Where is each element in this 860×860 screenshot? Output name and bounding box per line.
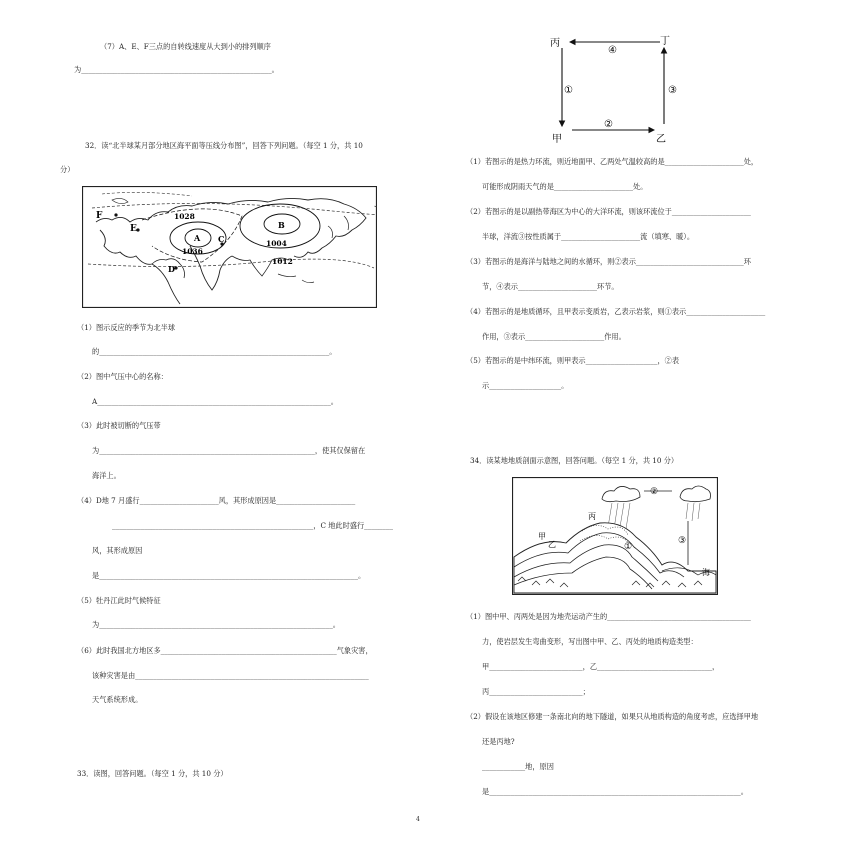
q7-line2: 为_____________________________________________________。 bbox=[74, 65, 279, 74]
q32-s2-a: （2）图中气压中心的名称： bbox=[77, 372, 168, 381]
map-label-a: A bbox=[194, 233, 201, 243]
q32-s6-b: 该种灾害是由_________________________________________________________________ bbox=[92, 671, 369, 680]
diagram-label-3: ③ bbox=[668, 85, 677, 96]
q32-s1-b: 的________________________________________________________________。 bbox=[92, 347, 337, 356]
q32-s5-a: （5）牡丹江此时气候特征 bbox=[77, 596, 161, 605]
geo-label-1: ① bbox=[624, 542, 633, 552]
geo-label-3: ③ bbox=[678, 536, 687, 546]
geological-cross-section bbox=[512, 477, 718, 595]
page-number: 4 bbox=[416, 816, 420, 823]
map-label-c: C bbox=[218, 234, 225, 244]
q32-s6-a: （6）此时我国北方地区多_________________________________________________气象灾害， bbox=[77, 646, 373, 655]
q32-s2-b: A_________________________________________________________________。 bbox=[92, 397, 338, 406]
diagram-label-ding: 丁 bbox=[660, 36, 670, 47]
q33-d4-a: （4）若图示的是地质循环，且甲表示变质岩，乙表示岩浆，则①表示______________________ bbox=[466, 307, 766, 316]
q34-g2-a: （2）假设在该地区修建一条南北向的地下隧道，如果只从地质构造的角度考虑，应选择甲地 bbox=[466, 712, 759, 721]
q33-d3-a: （3）若图示的是海洋与陆地之间的水循环，则②表示______________________________环 bbox=[466, 257, 751, 266]
diagram-label-yi: 乙 bbox=[656, 134, 666, 145]
q34-g1-a: （1）图中甲、丙两处是因为地壳运动产生的________________________________________ bbox=[466, 612, 751, 621]
map-label-e: E bbox=[130, 224, 137, 234]
geo-label-2: ② bbox=[650, 487, 659, 497]
isobar-1036: 1036 bbox=[182, 247, 203, 256]
geo-label-jia: 甲 bbox=[538, 532, 546, 541]
q32-s6-c: 天气系统形成。 bbox=[92, 695, 143, 704]
q32-s4-d: 是________________________________________________________________________。 bbox=[92, 571, 366, 580]
q33-title: 33．读图，回答问题。（每空 1 分，共 10 分） bbox=[77, 769, 228, 778]
q32-s3-a: （3）此时被切断的气压带 bbox=[77, 421, 161, 430]
q34-g1-d: 丙__________________________； bbox=[482, 687, 590, 696]
q34-title: 34．读某地地质剖面示意图，回答问题。（每空 1 分，共 10 分） bbox=[470, 456, 679, 465]
q32-s5-b: 为_________________________________________________________________。 bbox=[92, 620, 340, 629]
q32-s4-b: ________________________________________________________，C 地此时盛行________ bbox=[112, 521, 393, 530]
q33-d4-b: 作用，③表示______________________作用。 bbox=[482, 332, 626, 341]
q32-s4-a: （4）D地 7 月盛行______________________风，其形成原因是______________________ bbox=[77, 496, 356, 505]
diagram-label-jia: 甲 bbox=[552, 134, 562, 145]
map-label-f: F bbox=[96, 211, 103, 221]
q32-s1-a: （1）图示反应的季节为北半球 bbox=[77, 323, 176, 332]
isobar-1004: 1004 bbox=[266, 239, 287, 248]
isobar-1012: 1012 bbox=[272, 257, 293, 266]
q32-s3-c: 海洋上。 bbox=[92, 471, 121, 480]
q33-d5-a: （5）若图示的是中纬环流，则甲表示____________________，②表 bbox=[466, 356, 680, 365]
q33-d3-b: 节，④表示______________________环节。 bbox=[482, 282, 619, 291]
map-label-b: B bbox=[278, 220, 285, 230]
diagram-label-4: ④ bbox=[608, 45, 617, 56]
circulation-diagram bbox=[548, 30, 688, 148]
q34-g2-d: 是______________________________________________________________________。 bbox=[482, 787, 748, 796]
q32-title-cont: 分） bbox=[60, 165, 75, 174]
q34-g1-b: 力，使岩层发生弯曲变形，写出图中甲、乙、丙处的地质构造类型： bbox=[482, 637, 698, 646]
q34-g2-c: ____________地，原因 bbox=[482, 762, 554, 771]
q34-g2-b: 还是丙地? bbox=[482, 737, 515, 746]
q33-d1-a: （1）若图示的是热力环流，则近地面甲、乙两处气温较高的是______________________处， bbox=[466, 157, 759, 166]
geo-label-sea: 海 bbox=[702, 568, 710, 577]
diagram-label-2: ② bbox=[604, 119, 613, 130]
sea-level-pressure-map bbox=[82, 186, 377, 308]
q32-s4-c: 风，其形成原因 bbox=[92, 546, 143, 555]
q32-s3-b: 为____________________________________________________________，使其仅保留在 bbox=[92, 446, 366, 455]
geo-label-yi: 乙 bbox=[548, 540, 556, 549]
q34-g1-c: 甲__________________________，乙________________________________， bbox=[482, 662, 720, 671]
diagram-label-1: ① bbox=[564, 85, 573, 96]
q33-d2-b: 半球，洋流③按性质属于______________________流（填寒、暖）。 bbox=[482, 232, 695, 241]
q33-d5-b: 示____________________。 bbox=[482, 381, 569, 390]
geo-label-bing: 丙 bbox=[588, 512, 596, 521]
q33-d2-a: （2）若图示的是以副热带海区为中心的大洋环流，则该环流位于______________________ bbox=[466, 207, 751, 216]
q7-line1: （7）A、E、F三点的自转线速度从大到小的排列顺序 bbox=[100, 42, 271, 51]
isobar-1028: 1028 bbox=[174, 212, 195, 221]
q32-title: 32．读“北半球某月部分地区海平面等压线分布图”，回答下列问题。（每空 1 分，共 10 bbox=[85, 141, 363, 150]
map-label-d: D bbox=[168, 264, 175, 274]
diagram-label-bing: 丙 bbox=[550, 38, 560, 49]
q33-d1-b: 可能形成阴雨天气的是______________________处。 bbox=[482, 182, 648, 191]
